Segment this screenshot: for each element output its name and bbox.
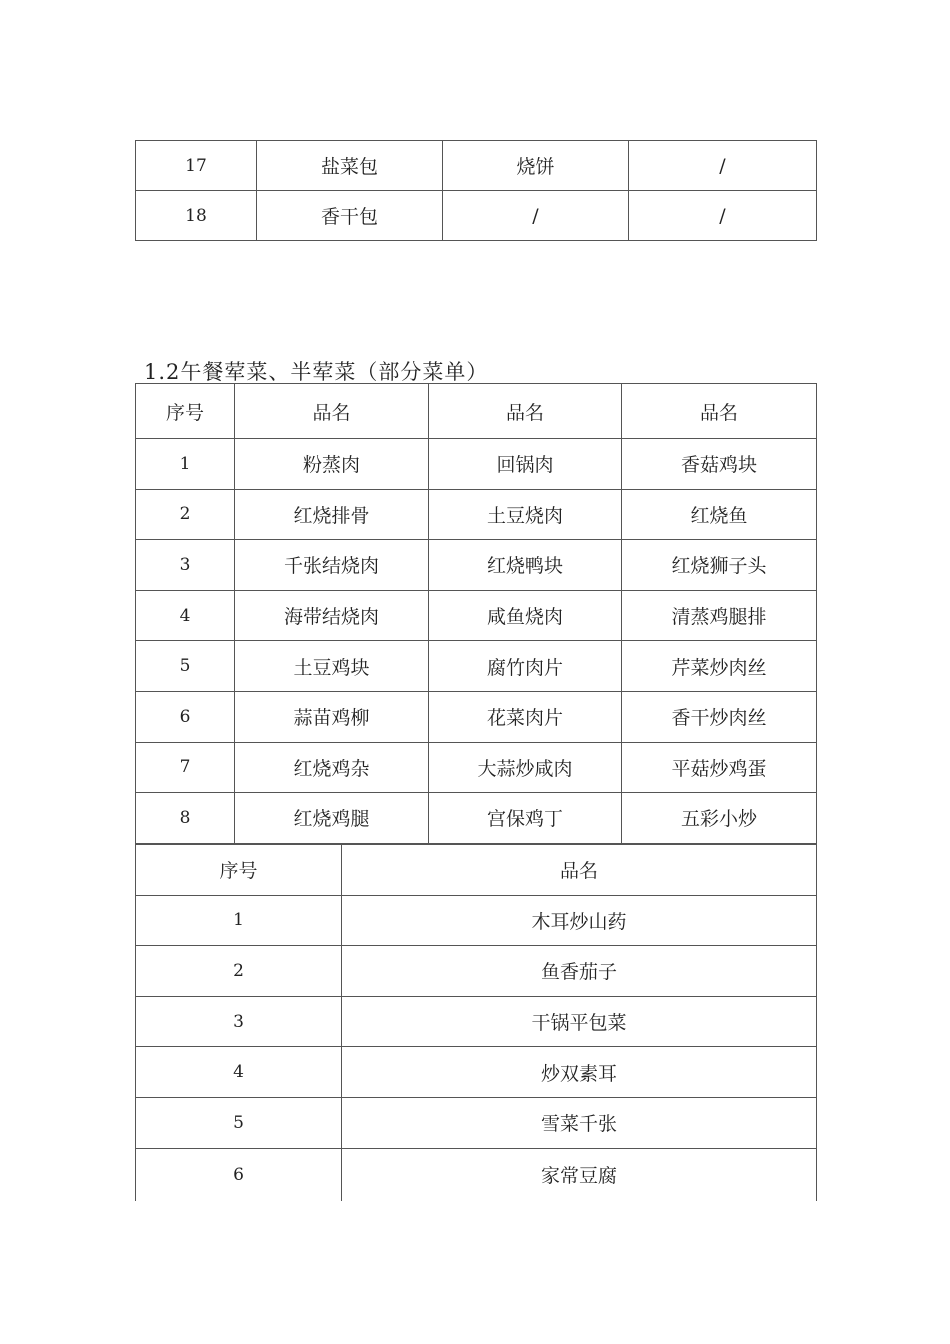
row-number: 1 <box>136 895 342 946</box>
table-row <box>136 1047 817 1098</box>
row-number: 7 <box>136 742 235 793</box>
column-header: 品名 <box>429 384 622 439</box>
row-number: 2 <box>136 489 235 540</box>
table-row <box>136 996 817 1047</box>
dish-name: 腐竹肉片 <box>429 641 622 692</box>
dish-name: 木耳炒山药 <box>342 895 817 946</box>
dish-name: 土豆鸡块 <box>235 641 429 692</box>
column-header: 品名 <box>235 384 429 439</box>
row-number: 3 <box>136 540 235 591</box>
dish-name: 香菇鸡块 <box>622 439 817 490</box>
dish-name: 红烧鸭块 <box>429 540 622 591</box>
dish-name: 芹菜炒肉丝 <box>622 641 817 692</box>
dish-name: 红烧鱼 <box>622 489 817 540</box>
row-number: 8 <box>136 793 235 844</box>
table-row <box>136 540 817 591</box>
dish-name: 红烧鸡杂 <box>235 742 429 793</box>
dish-name: 蒜苗鸡柳 <box>235 691 429 742</box>
column-header: 品名 <box>342 845 817 896</box>
row-number: 3 <box>136 996 342 1047</box>
row-number: 6 <box>136 691 235 742</box>
table-row <box>136 1148 817 1201</box>
item-name: / <box>443 191 629 241</box>
table-row <box>136 141 817 191</box>
dish-name: 大蒜炒咸肉 <box>429 742 622 793</box>
dish-name: 粉蒸肉 <box>235 439 429 490</box>
dish-name: 红烧鸡腿 <box>235 793 429 844</box>
dish-name: 千张结烧肉 <box>235 540 429 591</box>
vegetable-dishes-table <box>135 844 817 1201</box>
table-row <box>136 793 817 844</box>
item-name: 盐菜包 <box>257 141 443 191</box>
dish-name: 宫保鸡丁 <box>429 793 622 844</box>
dish-name: 回锅肉 <box>429 439 622 490</box>
dish-name: 红烧排骨 <box>235 489 429 540</box>
column-header: 序号 <box>136 845 342 896</box>
table-row <box>136 641 817 692</box>
item-name: / <box>629 141 817 191</box>
dish-name: 鱼香茄子 <box>342 946 817 997</box>
meat-dishes-table <box>135 383 817 844</box>
table-header-row <box>136 845 817 896</box>
row-number: 17 <box>136 141 257 191</box>
row-number: 5 <box>136 641 235 692</box>
column-header: 序号 <box>136 384 235 439</box>
dish-name: 干锅平包菜 <box>342 996 817 1047</box>
item-name: 香干包 <box>257 191 443 241</box>
table-row <box>136 439 817 490</box>
table-row <box>136 691 817 742</box>
row-number: 4 <box>136 1047 342 1098</box>
row-number: 5 <box>136 1097 342 1148</box>
dish-name: 清蒸鸡腿排 <box>622 590 817 641</box>
dish-name: 五彩小炒 <box>622 793 817 844</box>
dish-name: 海带结烧肉 <box>235 590 429 641</box>
dish-name: 咸鱼烧肉 <box>429 590 622 641</box>
section-heading: 1.2午餐荤菜、半荤菜（部分菜单） <box>144 360 489 384</box>
dish-name: 土豆烧肉 <box>429 489 622 540</box>
table-row <box>136 895 817 946</box>
dish-name: 红烧狮子头 <box>622 540 817 591</box>
dish-name: 炒双素耳 <box>342 1047 817 1098</box>
table-row <box>136 946 817 997</box>
row-number: 18 <box>136 191 257 241</box>
table-row <box>136 1097 817 1148</box>
table-row <box>136 590 817 641</box>
item-name: / <box>629 191 817 241</box>
dish-name: 家常豆腐 <box>342 1148 817 1201</box>
dish-name: 香干炒肉丝 <box>622 691 817 742</box>
row-number: 1 <box>136 439 235 490</box>
dish-name: 平菇炒鸡蛋 <box>622 742 817 793</box>
table-row <box>136 191 817 241</box>
column-header: 品名 <box>622 384 817 439</box>
item-name: 烧饼 <box>443 141 629 191</box>
dish-name: 花菜肉片 <box>429 691 622 742</box>
row-number: 4 <box>136 590 235 641</box>
dish-name: 雪菜千张 <box>342 1097 817 1148</box>
row-number: 6 <box>136 1148 342 1201</box>
table-row <box>136 489 817 540</box>
staple-table-continued <box>135 140 817 241</box>
table-header-row <box>136 384 817 439</box>
row-number: 2 <box>136 946 342 997</box>
table-row <box>136 742 817 793</box>
